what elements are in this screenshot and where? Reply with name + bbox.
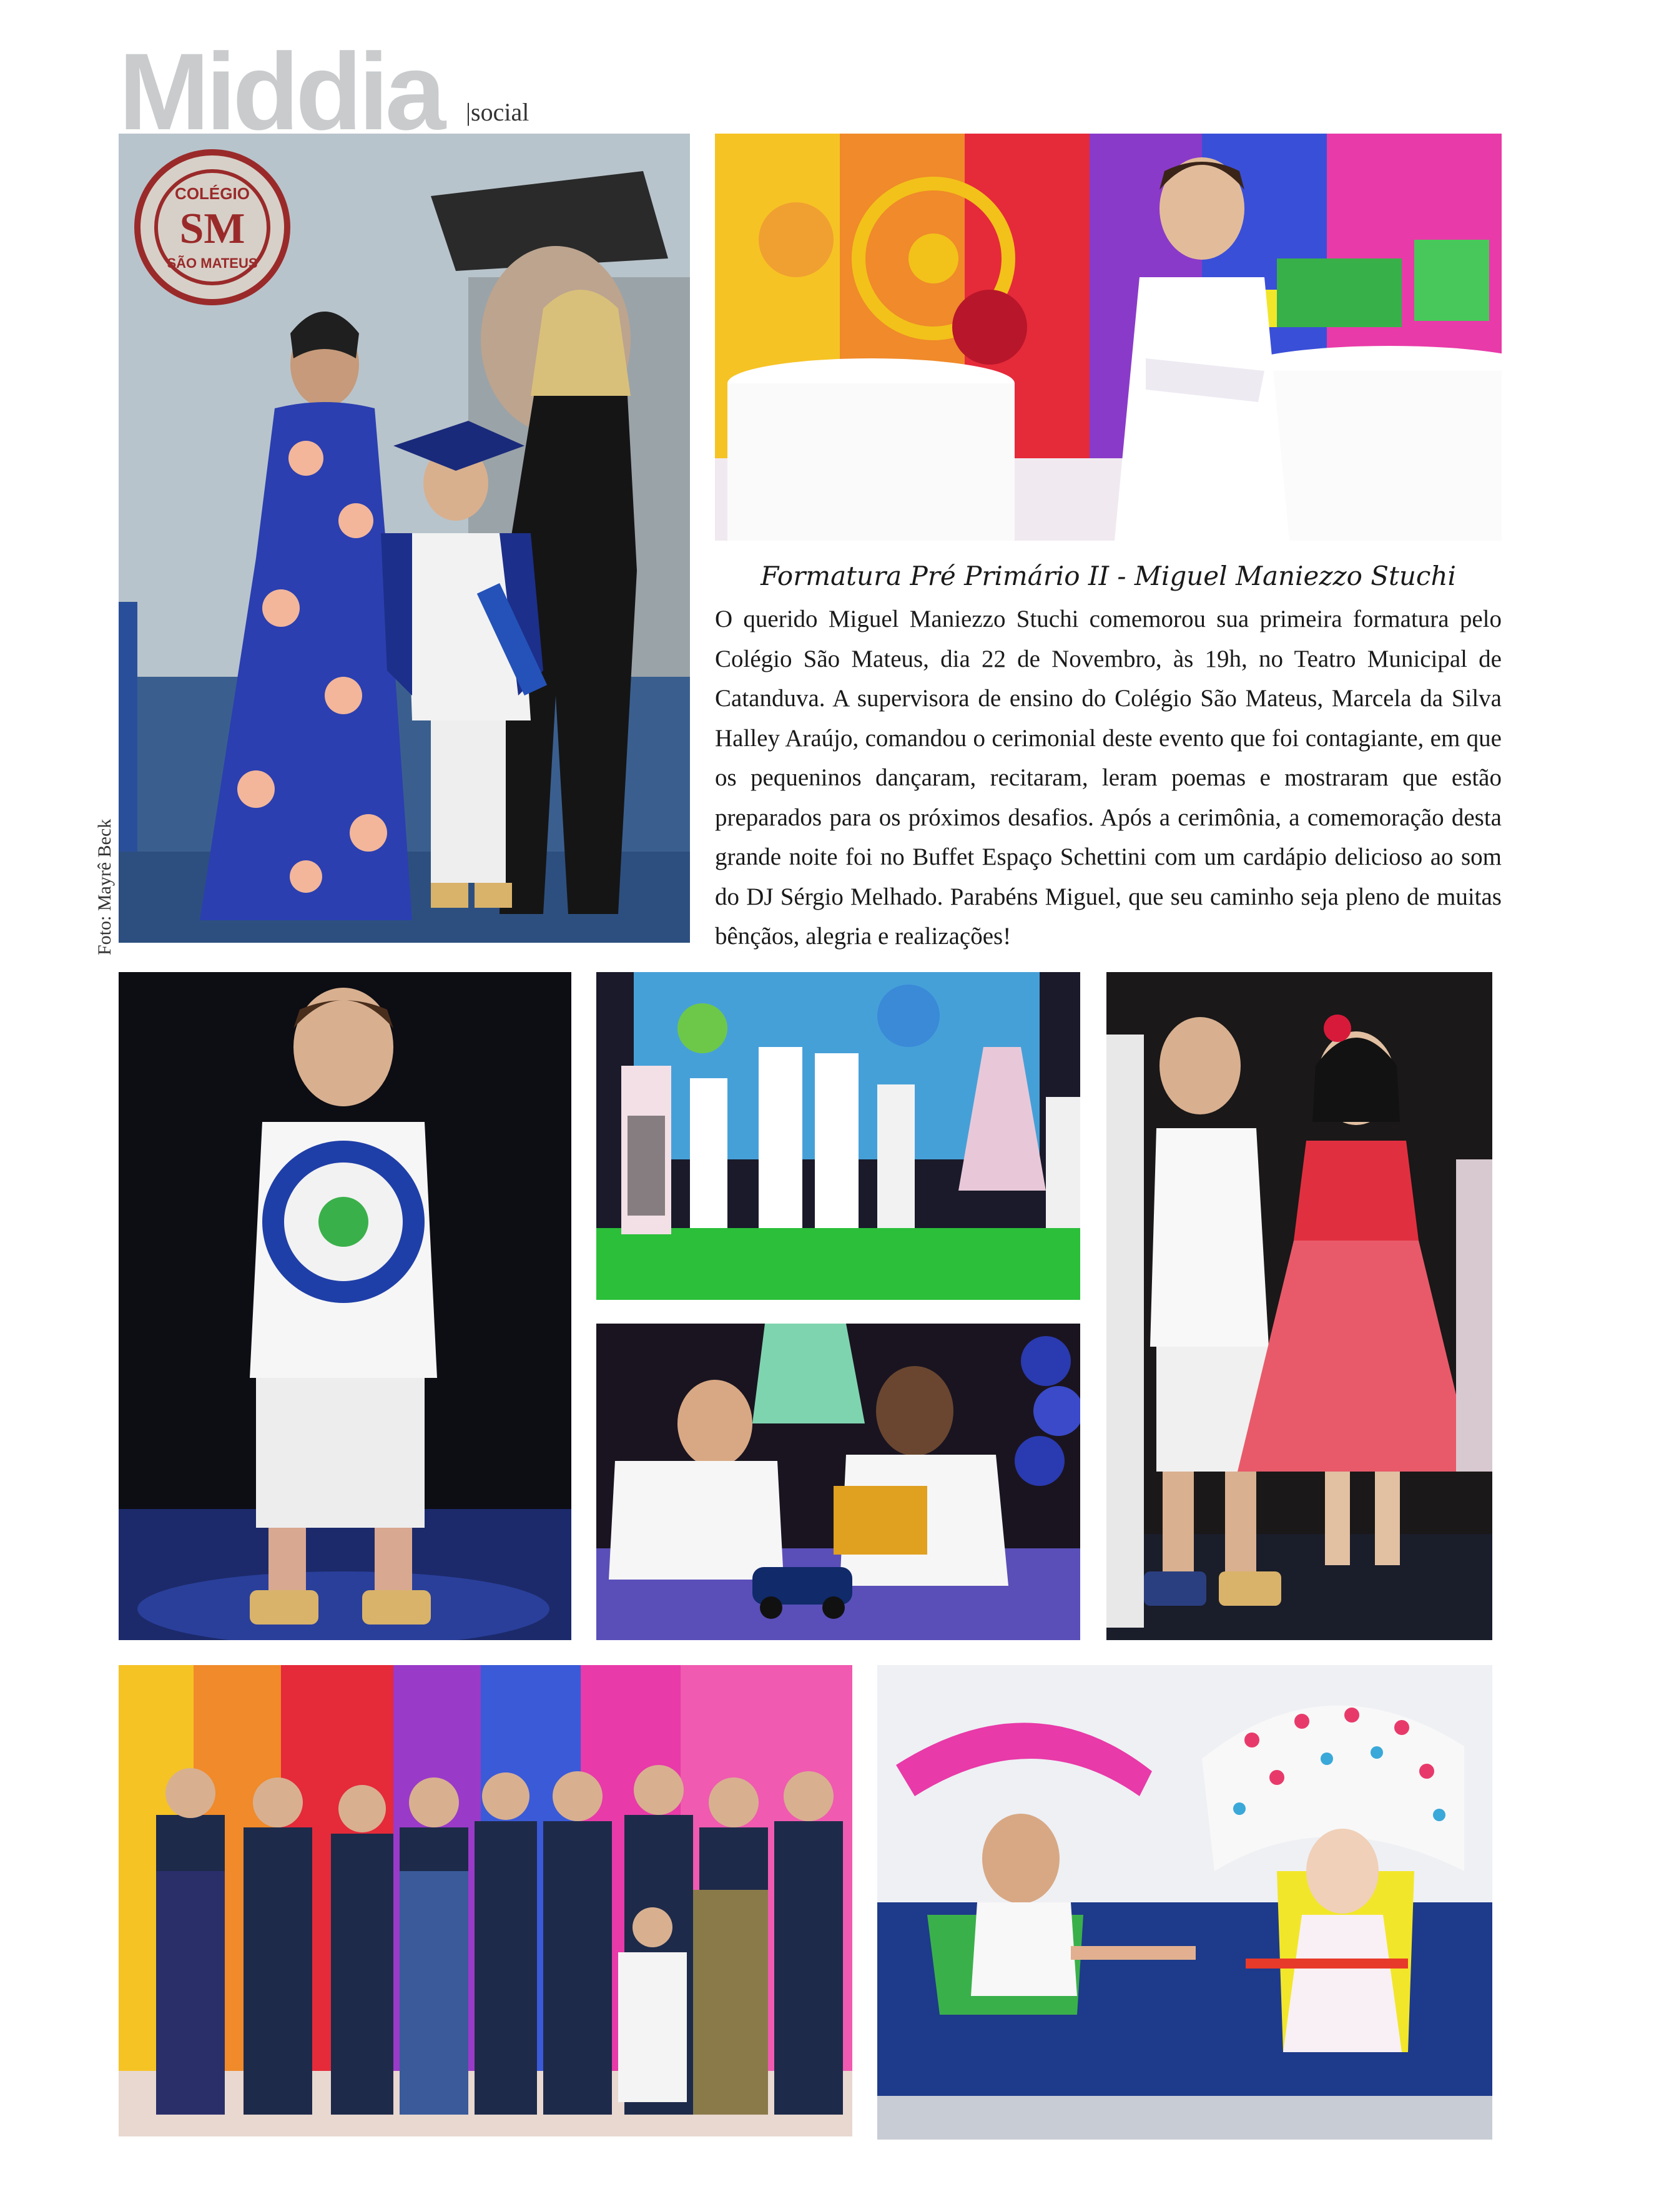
photo-boy-clock [119,972,571,1640]
section-label: |social [466,98,529,126]
logo-text-bottom: SÃO MATEUS [167,255,258,271]
photo-graduation-stage [119,134,690,943]
photo-kids-playground-ride [877,1665,1492,2140]
photo-party-table [715,134,1502,541]
masthead-logo: Middia [119,37,443,131]
photo-kids-dancing [596,972,1080,1300]
article-title: Formatura Pré Primário II - Miguel Maniezzo Stuchi [761,561,1456,591]
photo-boys-toy-cars [596,1324,1080,1640]
article-body: O querido Miguel Maniezzo Stuchi comemorou sua primeira formatura pelo Colégio São Mateus, dia 22 de Novembro, às 19h, no Teatro Municipal de Catanduva. A supervisora de ensino do Colégio São Mateus, Marcela da Silva Halley Araújo, comandou o cerimonial deste evento que foi contagiante, em que os pequeninos dançaram, recitaram, leram poemas e mostraram que estão preparados para os próximos desafios. Após a cerimônia, a comemoração desta grande noite foi no Buffet Espaço Schettini com um cardápio delicioso ao som do DJ Sérgio Melhado. Parabéns Miguel, que seu caminho seja pleno de muitas bênçãos, alegria e realizações! [715,606,1502,950]
logo-text-top: COLÉGIO [175,184,250,203]
photo-family-group [119,1665,852,2136]
logo-initials: SM [179,205,245,253]
photo-credit: Foto: Mayrê Beck [94,818,115,955]
photo-boy-girl-red-dress [1106,972,1492,1640]
